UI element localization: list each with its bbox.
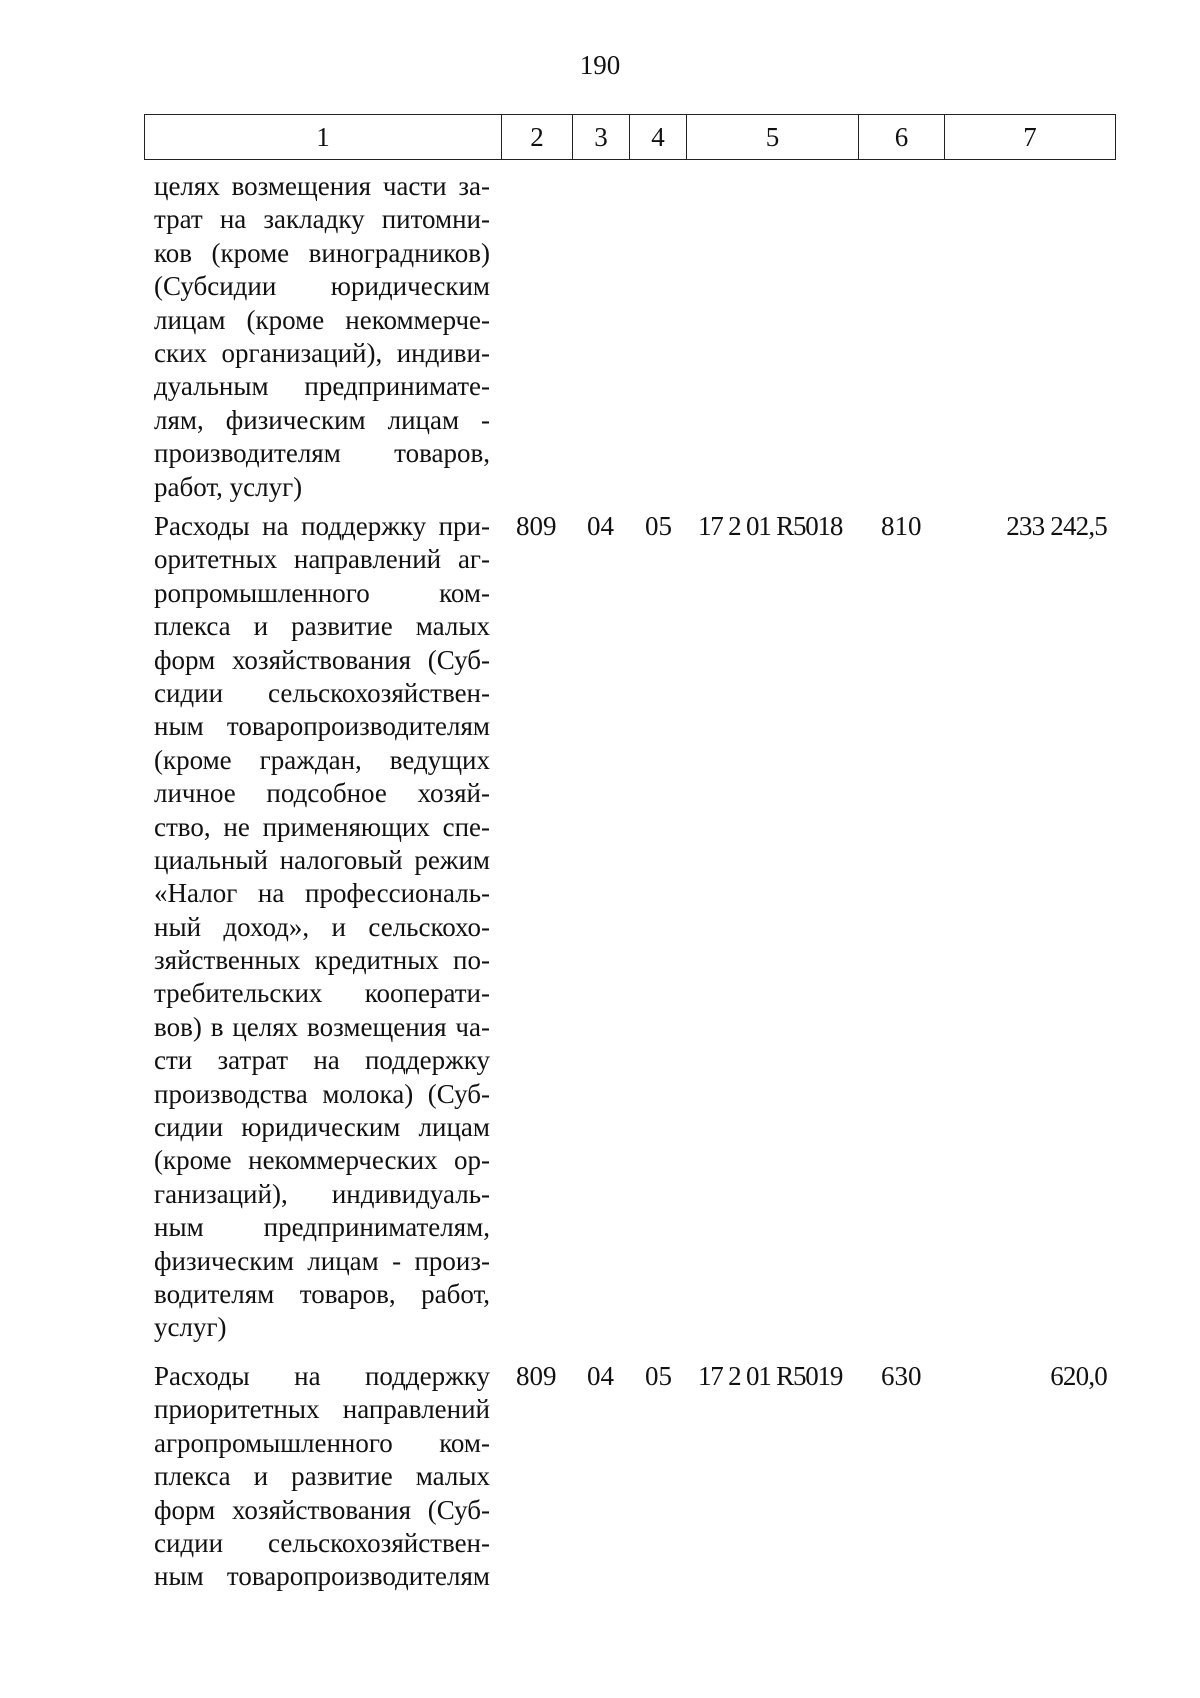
description-line: сидии сельскохозяйствен- bbox=[154, 677, 490, 708]
description-line: водителям товаров, работ, bbox=[154, 1278, 490, 1309]
row-description bbox=[154, 510, 490, 1345]
description-line: услуг) bbox=[154, 1312, 227, 1343]
description-line: работ, услуг) bbox=[154, 471, 303, 502]
header-col-3: 3 bbox=[573, 115, 630, 159]
description-line: ным товаропроизводителям bbox=[154, 711, 490, 742]
description-line: Расходы на поддержку при- bbox=[154, 511, 490, 541]
cell-col-6: 810 bbox=[881, 511, 922, 541]
description-line: (кроме граждан, ведущих bbox=[154, 744, 490, 775]
description-line: трат на закладку питомни- bbox=[154, 204, 490, 235]
header-col-6: 6 bbox=[859, 115, 945, 159]
description-line: сидии сельскохозяйствен- bbox=[154, 1527, 490, 1558]
description-line: ганизаций), индивидуаль- bbox=[154, 1178, 490, 1209]
description-line: плекса и развитие малых bbox=[154, 611, 490, 642]
description-line: форм хозяйствования (Суб- bbox=[154, 1494, 490, 1525]
description-line: сидии юридическим лицам bbox=[154, 1112, 490, 1143]
description-line: (Субсидии юридическим bbox=[154, 271, 490, 302]
description-line: оритетных направлений аг- bbox=[154, 544, 490, 575]
description-line: ным предпринимателям, bbox=[154, 1212, 490, 1243]
row-description bbox=[154, 170, 490, 504]
cell-col-4: 05 bbox=[645, 511, 672, 541]
header-col-4: 4 bbox=[630, 115, 687, 159]
description-line: сти затрат на поддержку bbox=[154, 1045, 490, 1076]
description-line: ный доход», и сельскохо- bbox=[154, 911, 490, 942]
description-line: плекса и развитие малых bbox=[154, 1461, 490, 1492]
cell-col-7-amount: 233 242,5 bbox=[1006, 511, 1107, 541]
description-line: зяйственных кредитных по- bbox=[154, 945, 490, 976]
cell-col-7-amount: 620,0 bbox=[1050, 1361, 1107, 1391]
description-line: ских организаций), индиви- bbox=[154, 337, 490, 368]
page-number: 190 bbox=[579, 50, 621, 80]
description-line: производства молока) (Суб- bbox=[154, 1078, 490, 1109]
description-line: форм хозяйствования (Суб- bbox=[154, 644, 490, 675]
cell-col-3: 04 bbox=[587, 1361, 614, 1391]
cell-col-4: 05 bbox=[645, 1361, 672, 1391]
description-line: циальный налоговый режим bbox=[154, 844, 490, 875]
description-line: Расходы на поддержку bbox=[154, 1361, 490, 1391]
description-line: ков (кроме виноградников) bbox=[154, 237, 490, 268]
header-col-5: 5 bbox=[687, 115, 859, 159]
description-line: ропромышленного ком- bbox=[154, 577, 490, 608]
header-col-2: 2 bbox=[502, 115, 573, 159]
table-header-row bbox=[144, 114, 1116, 160]
description-line: «Налог на профессиональ- bbox=[154, 878, 490, 909]
cell-col-3: 04 bbox=[587, 511, 614, 541]
description-line: лям, физическим лицам - bbox=[154, 404, 490, 435]
description-line: лицам (кроме некоммерче- bbox=[154, 304, 490, 335]
header-col-7: 7 bbox=[1023, 121, 1037, 152]
description-line: производителям товаров, bbox=[154, 438, 490, 469]
description-line: требительских кооперати- bbox=[154, 978, 490, 1009]
description-line: физическим лицам - произ- bbox=[154, 1245, 490, 1276]
description-line: ство, не применяющих спе- bbox=[154, 811, 490, 842]
description-line: личное подсобное хозяй- bbox=[154, 778, 490, 809]
cell-col-2: 809 bbox=[516, 511, 557, 541]
cell-col-5: 17 2 01 R5019 bbox=[698, 1361, 843, 1391]
description-line: вов) в целях возмещения ча- bbox=[154, 1011, 490, 1042]
description-line: приоритетных направлений bbox=[154, 1394, 490, 1425]
cell-col-2: 809 bbox=[516, 1361, 557, 1391]
description-line: агропромышленного ком- bbox=[154, 1427, 490, 1458]
cell-col-5: 17 2 01 R5018 bbox=[698, 511, 843, 541]
header-col-1: 1 bbox=[145, 115, 502, 159]
description-line: дуальным предпринимате- bbox=[154, 371, 490, 402]
description-line: ным товаропроизводителям bbox=[154, 1561, 490, 1592]
description-line: (кроме некоммерческих ор- bbox=[154, 1145, 490, 1176]
cell-col-6: 630 bbox=[881, 1361, 922, 1391]
description-line: целях возмещения части за- bbox=[154, 171, 490, 201]
row-description bbox=[154, 1360, 490, 1594]
